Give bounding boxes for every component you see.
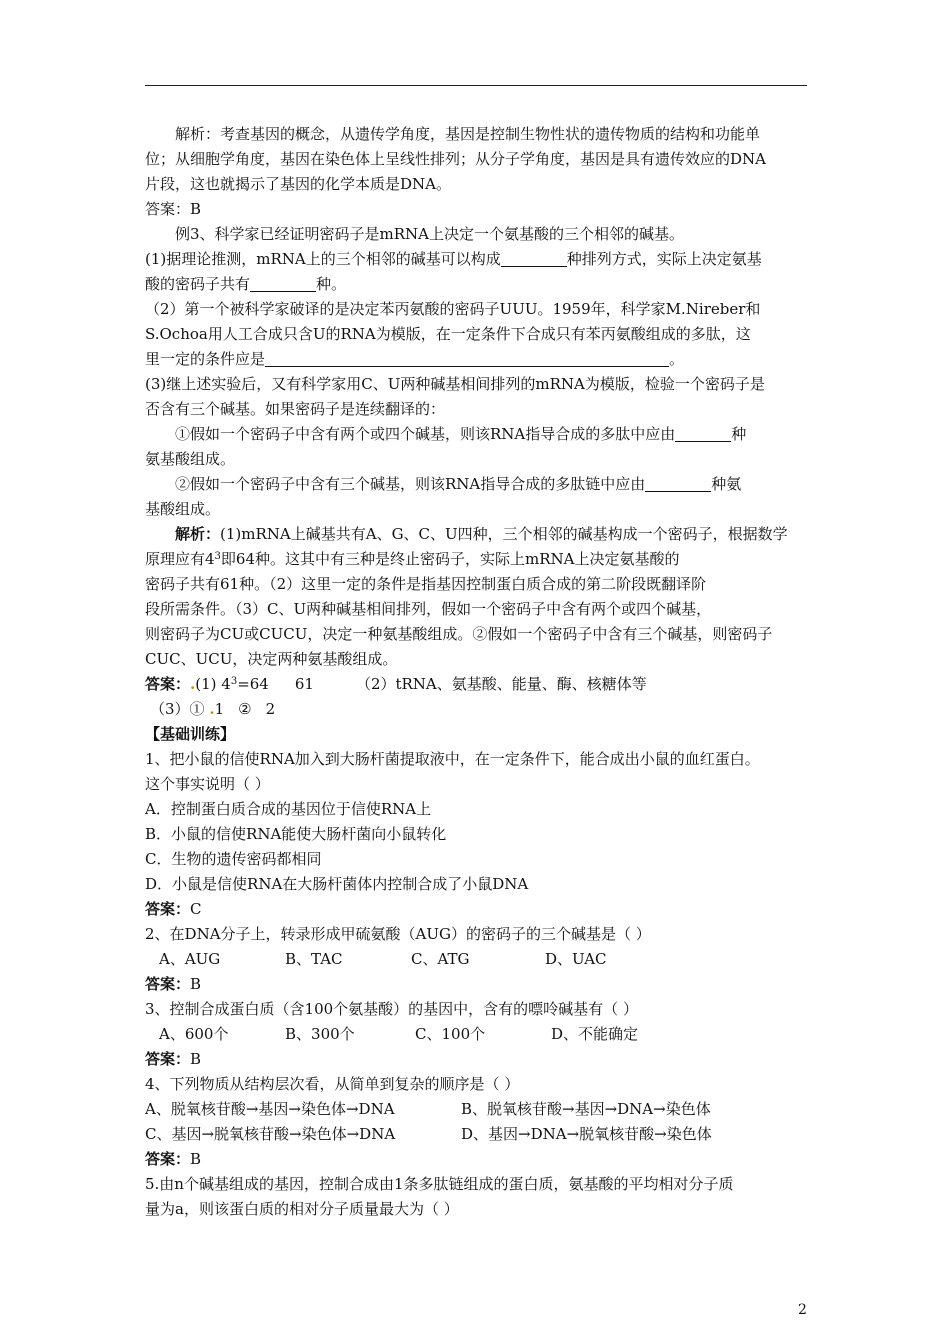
option-b: B、TAC	[285, 950, 343, 968]
answer-text: =64	[237, 675, 269, 693]
question-stem: 量为a，则该蛋白质的相对分子质量最大为（ ）	[145, 1200, 459, 1218]
analysis-line	[145, 547, 809, 572]
header-rule	[145, 85, 807, 86]
option-a: A．控制蛋白质合成的基因位于信使RNA上	[145, 800, 432, 818]
answer-line: 答案：B	[145, 200, 202, 218]
options-row	[145, 1022, 809, 1047]
option-d: D、基因→DNA→脱氧核苷酸→染色体	[461, 1125, 712, 1143]
option-a: A、600个	[159, 1025, 229, 1043]
answer-line	[145, 1147, 809, 1172]
question-line	[145, 247, 809, 272]
options-row	[145, 1122, 809, 1147]
answer-line	[145, 697, 809, 722]
question-stem: 这个事实说明（ ）	[145, 775, 270, 793]
options-row	[145, 947, 809, 972]
answer-value: B	[190, 1050, 202, 1068]
question-text: 。	[669, 350, 685, 368]
option-b: B、300个	[285, 1025, 355, 1043]
question-stem: 3、控制合成蛋白质（含100个氨基酸）的基因中，含有的嘌呤碱基有（ ）	[145, 1000, 638, 1018]
question-line	[145, 272, 809, 297]
question-text: ②假如一个密码子中含有三个碱基，则该RNA指导合成的多肽链中应由	[175, 475, 646, 493]
answer-label: 答案：	[145, 1050, 191, 1068]
analysis-text: 即64种。这其中有三种是终止密码子，实际上mRNA上决定氨基酸的	[220, 550, 680, 568]
answer-line	[145, 897, 809, 922]
answer-value: C	[190, 900, 202, 918]
analysis-text: (1)mRNA上碱基共有A、G、C、U四种，三个相邻的碱基构成一个密码子，根据数学	[220, 525, 788, 543]
answer-blank	[501, 250, 567, 267]
question-stem: 4、下列物质从结构层次看，从简单到复杂的顺序是（ ）	[145, 1075, 520, 1093]
question-line	[145, 472, 809, 497]
page-content	[145, 122, 809, 1222]
analysis-line	[145, 522, 809, 547]
question-text: 种排列方式，实际上决定氨基	[566, 250, 762, 268]
answer-text: 61	[294, 675, 314, 693]
answer-label: 答案：	[145, 900, 191, 918]
option-d: D、不能确定	[551, 1025, 639, 1043]
answer-text: 1	[214, 700, 225, 718]
option-b: B、脱氧核苷酸→基因→DNA→染色体	[461, 1100, 711, 1118]
options-row	[145, 1097, 809, 1122]
question-stem: 5.由n个碱基组成的基因，控制合成由1条多肽链组成的蛋白质，氨基酸的平均相对分子质	[145, 1175, 734, 1193]
option-c: C、100个	[415, 1025, 486, 1043]
question-line: 氨基酸组成。	[145, 450, 236, 468]
analysis-line: 片段，这也就揭示了基因的化学本质是DNA。	[145, 175, 451, 193]
option-d: D、UAC	[545, 950, 607, 968]
question-text: 种氨	[711, 475, 742, 493]
question-text: 里一定的条件应是	[145, 350, 266, 368]
question-line: （2）第一个被科学家破译的是决定苯丙氨酸的密码子UUU。1959年，科学家M.Nireber和	[145, 300, 761, 318]
option-a: A、AUG	[159, 950, 221, 968]
question-stem: 2、在DNA分子上，转录形成甲硫氨酸（AUG）的密码子的三个碱基是（ ）	[145, 925, 651, 943]
option-b: B．小鼠的信使RNA能使大肠杆菌向小鼠转化	[145, 825, 447, 843]
answer-blank	[645, 475, 711, 492]
option-d: D．小鼠是信使RNA在大肠杆菌体内控制合成了小鼠DNA	[145, 875, 529, 893]
question-text: (1)据理论推测，mRNA上的三个相邻的碱基可以构成	[145, 250, 501, 268]
answer-value: B	[190, 1150, 202, 1168]
mark-dot: .	[190, 675, 196, 693]
analysis-line: 密码子共有61种。（2）这里一定的条件是指基因控制蛋白质合成的第二阶段既翻译阶	[145, 575, 707, 593]
question-text: 种	[731, 425, 747, 443]
answer-value: B	[190, 975, 202, 993]
analysis-text: 原理应有4	[145, 550, 215, 568]
section-heading: 【基础训练】	[145, 725, 236, 743]
question-line: (3)继上述实验后，又有科学家用C、U两种碱基相间排列的mRNA为模版，检验一个密码子是	[145, 375, 765, 393]
answer-label: 答案：	[145, 1150, 191, 1168]
question-text: ①假如一个密码子中含有两个或四个碱基，则该RNA指导合成的多肽中应由	[175, 425, 676, 443]
question-text: 酸的密码子共有	[145, 275, 251, 293]
answer-blank	[675, 425, 731, 442]
question-stem: 1、把小鼠的信使RNA加入到大肠杆菌提取液中，在一定条件下，能合成出小鼠的血红蛋白。	[145, 750, 760, 768]
analysis-label: 解析：	[175, 525, 221, 543]
answer-line	[145, 672, 809, 697]
option-c: C、基因→脱氧核苷酸→染色体→DNA	[145, 1125, 396, 1143]
answer-blank	[265, 350, 669, 367]
option-c: C．生物的遗传密码都相同	[145, 850, 322, 868]
question-line	[145, 347, 809, 372]
example-title: 例3、科学家已经证明密码子是mRNA上决定一个氨基酸的三个相邻的碱基。	[175, 225, 685, 243]
question-line	[145, 422, 809, 447]
question-line: S.Ochoa用人工合成只含U的RNA为模版，在一定条件下合成只有苯丙氨酸组成的多肽，这	[145, 325, 751, 343]
answer-label: 答案：	[145, 975, 191, 993]
answer-text: (1) 4	[195, 675, 231, 693]
analysis-line: 位；从细胞学角度，基因在染色体上呈线性排列；从分子学角度，基因是具有遗传效应的DNA	[145, 150, 766, 168]
answer-label: 答案：	[145, 675, 191, 693]
answer-line	[145, 1047, 809, 1072]
analysis-line: 解析：考查基因的概念，从遗传学角度，基因是控制生物性状的遗传物质的结构和功能单	[175, 125, 761, 143]
option-c: C、ATG	[411, 950, 470, 968]
option-a: A、脱氧核苷酸→基因→染色体→DNA	[145, 1100, 395, 1118]
analysis-line: 则密码子为CU或CUCU，决定一种氨基酸组成。②假如一个密码子中含有三个碱基，则密码子	[145, 625, 773, 643]
mark-dot: .	[209, 700, 215, 718]
answer-text: 2	[265, 700, 276, 718]
answer-line	[145, 972, 809, 997]
answer-text: （2）tRNA、氨基酸、能量、酶、核糖体等	[355, 675, 647, 693]
analysis-line: 段所需条件。（3）C、U两种碱基相间排列，假如一个密码子中含有两个或四个碱基，	[145, 600, 712, 618]
question-line: 否含有三个碱基。如果密码子是连续翻译的：	[145, 400, 446, 418]
question-line: 基酸组成。	[145, 500, 221, 518]
superscript: 3	[214, 551, 221, 562]
analysis-line: CUC、UCU，决定两种氨基酸组成。	[145, 650, 398, 668]
answer-text: （3）①	[150, 700, 205, 718]
answer-blank	[250, 275, 316, 292]
question-text: 种。	[316, 275, 347, 293]
page-number: 2	[798, 1302, 807, 1318]
answer-text: ②	[238, 700, 252, 718]
superscript: 3	[230, 676, 238, 687]
